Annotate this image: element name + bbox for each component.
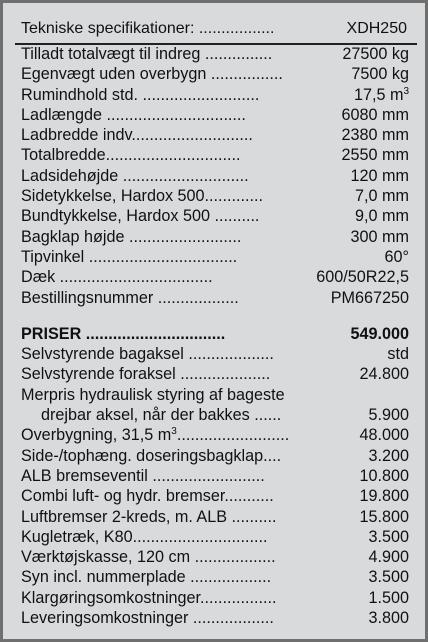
row-value-text: 6080 mm (341, 105, 409, 124)
price-row (21, 486, 409, 506)
price-row (21, 527, 409, 547)
row-label (21, 145, 241, 165)
row-label (21, 385, 285, 405)
row-label-text: Egenvægt uden overbygn ................ (21, 65, 283, 84)
row-label-text: Syn incl. nummerplade .................. (21, 568, 272, 587)
row-value-text: 10.800 (359, 466, 409, 485)
price-row (21, 466, 409, 486)
row-value-text: 4.900 (368, 548, 409, 567)
spec-header-model: XDH250 (346, 20, 407, 37)
row-value-text: 600/50R22,5 (316, 268, 409, 287)
row-label-text: Bagklap højde ......................... (21, 227, 242, 246)
row-label-superscript: 3 (171, 426, 177, 438)
price-row (21, 547, 409, 567)
price-row (21, 344, 409, 364)
row-label-text: Ladsidehøjde ............................ (21, 166, 249, 185)
row-label-text: PRISER ............................... (21, 324, 226, 343)
row-value-text: 3.800 (368, 609, 409, 628)
row-label (21, 186, 263, 206)
price-row (21, 507, 409, 527)
row-label-text: Tilladt totalvægt til indreg ............... (21, 45, 273, 63)
row-value (368, 588, 409, 608)
row-label (21, 547, 276, 567)
row-value-text: 48.000 (359, 426, 409, 445)
row-value (342, 105, 409, 125)
row-label-text: Overbygning, 31,5 m (21, 426, 172, 445)
row-label (21, 567, 271, 587)
spec-header (15, 17, 417, 45)
row-label (21, 64, 283, 84)
row-value (368, 405, 409, 425)
row-label-text: Ladbredde indv........................... (21, 126, 253, 145)
row-label-dots: ......................... (176, 426, 290, 445)
row-label-text: Værktøjskasse, 120 cm .................. (21, 548, 276, 567)
row-label-text: Sidetykkelse, Hardox 500............. (21, 187, 264, 206)
row-value (355, 206, 409, 226)
price-row (21, 364, 409, 384)
row-label (21, 446, 281, 466)
row-value-text: 60° (384, 247, 409, 266)
row-label (21, 206, 259, 226)
row-label (21, 344, 274, 364)
row-label (41, 405, 281, 425)
row-label (21, 608, 274, 628)
row-label-text: Bundtykkelse, Hardox 500 .......... (21, 207, 260, 226)
section-gap (21, 308, 409, 324)
row-label (21, 588, 277, 608)
row-value-text: 2550 mm (341, 146, 409, 165)
row-value (342, 145, 409, 165)
row-label-text: ALB bremseventil ......................... (21, 466, 265, 485)
row-value (351, 64, 409, 84)
spec-row (21, 64, 409, 84)
row-value-text: std (387, 345, 409, 364)
row-label-text: drejbar aksel, når der bakkes ...... (41, 406, 282, 425)
row-value-text: 300 mm (350, 227, 409, 246)
row-label-text: Leveringsomkostninger .................. (21, 609, 274, 628)
row-label-text: Combi luft- og hydr. bremser........... (21, 487, 274, 506)
row-value (385, 247, 409, 267)
row-label-text: Selvstyrende bagaksel ................... (21, 345, 274, 364)
row-value (359, 425, 409, 445)
row-value-text: 15.800 (359, 507, 409, 526)
row-value-text: 120 mm (350, 166, 409, 185)
row-label (21, 105, 246, 125)
row-value (359, 486, 409, 506)
spec-row (21, 166, 409, 186)
row-value-text: 19.800 (359, 487, 409, 506)
row-value (368, 527, 409, 547)
row-label-text: Luftbremser 2-kreds, m. ALB .......... (21, 507, 277, 526)
row-label (21, 425, 289, 445)
row-value (351, 166, 409, 186)
row-value (355, 186, 409, 206)
row-value-superscript: 3 (403, 85, 409, 97)
price-row (21, 567, 409, 587)
row-value (359, 507, 409, 527)
row-label (21, 227, 241, 247)
row-value (350, 324, 409, 344)
row-label (21, 527, 268, 547)
row-label (21, 324, 225, 344)
row-label-text: Dæk .................................. (21, 268, 213, 287)
row-label-text: Tipvinkel ................................. (21, 247, 238, 266)
row-value-text: 24.800 (359, 365, 409, 384)
spec-row (21, 145, 409, 165)
row-label (21, 364, 270, 384)
row-value-text: PM667250 (330, 288, 409, 307)
row-value-text: 7500 kg (351, 65, 409, 84)
row-label (21, 486, 274, 506)
spec-row (21, 105, 409, 125)
row-value-text: 7,0 mm (355, 187, 409, 206)
row-value (331, 288, 409, 308)
spec-row (21, 85, 409, 105)
row-label-text: Klargøringsomkostninger................. (21, 588, 277, 607)
spec-rows (21, 44, 409, 628)
row-value (368, 547, 409, 567)
row-label (21, 85, 259, 105)
row-value-text: 5.900 (368, 406, 409, 425)
row-label-text: Rumindhold std. .......................... (21, 85, 260, 104)
price-row (21, 425, 409, 445)
row-value (342, 125, 409, 145)
row-value (368, 446, 409, 466)
row-label-text: Merpris hydraulisk styring af bageste (21, 385, 285, 404)
row-value-text: 1.500 (368, 588, 409, 607)
price-row (21, 588, 409, 608)
row-label-text: Bestillingsnummer .................. (21, 288, 239, 307)
spec-row (21, 206, 409, 226)
spec-row (21, 44, 409, 64)
prices-heading-row (21, 324, 409, 344)
spec-row (21, 125, 409, 145)
row-label (21, 125, 253, 145)
row-label-text: Ladlængde ............................... (21, 105, 246, 124)
price-row (21, 608, 409, 628)
row-value-text: 2380 mm (341, 126, 409, 145)
row-value-text: 3.200 (368, 446, 409, 465)
row-value-text: 17,5 m (353, 85, 404, 104)
row-label-text: Selvstyrende foraksel .................... (21, 365, 271, 384)
row-value (316, 267, 409, 287)
row-label (21, 44, 272, 64)
row-value-text: 3.500 (368, 527, 409, 546)
spec-header-title: Tekniske specifikationer: ................. (21, 20, 275, 37)
row-value-text: 3.500 (368, 568, 409, 587)
row-value (351, 227, 409, 247)
spec-row (21, 247, 409, 267)
row-label (21, 507, 277, 527)
spec-row (21, 186, 409, 206)
row-label-text: Side-/tophæng. doseringsbagklap.... (21, 446, 282, 465)
row-value (368, 608, 409, 628)
spec-row (21, 288, 409, 308)
spec-row (21, 267, 409, 287)
row-value-text: 27500 kg (342, 45, 409, 63)
row-value-text: 549.000 (350, 324, 409, 343)
row-label (21, 166, 249, 186)
row-value (359, 466, 409, 486)
row-value (387, 344, 409, 364)
row-value-text: 9,0 mm (355, 207, 409, 226)
row-label-text: Kugletræk, K80.............................. (21, 527, 268, 546)
row-value (368, 567, 409, 587)
row-label (21, 247, 237, 267)
row-label (21, 466, 265, 486)
row-label-text: Totalbredde.............................. (21, 146, 241, 165)
spec-row (21, 227, 409, 247)
row-value (342, 44, 409, 64)
price-row (21, 385, 409, 405)
row-value (359, 364, 409, 384)
price-row (21, 446, 409, 466)
row-label (21, 288, 239, 308)
row-label (21, 267, 213, 287)
price-row (21, 405, 409, 425)
row-value (354, 85, 409, 105)
